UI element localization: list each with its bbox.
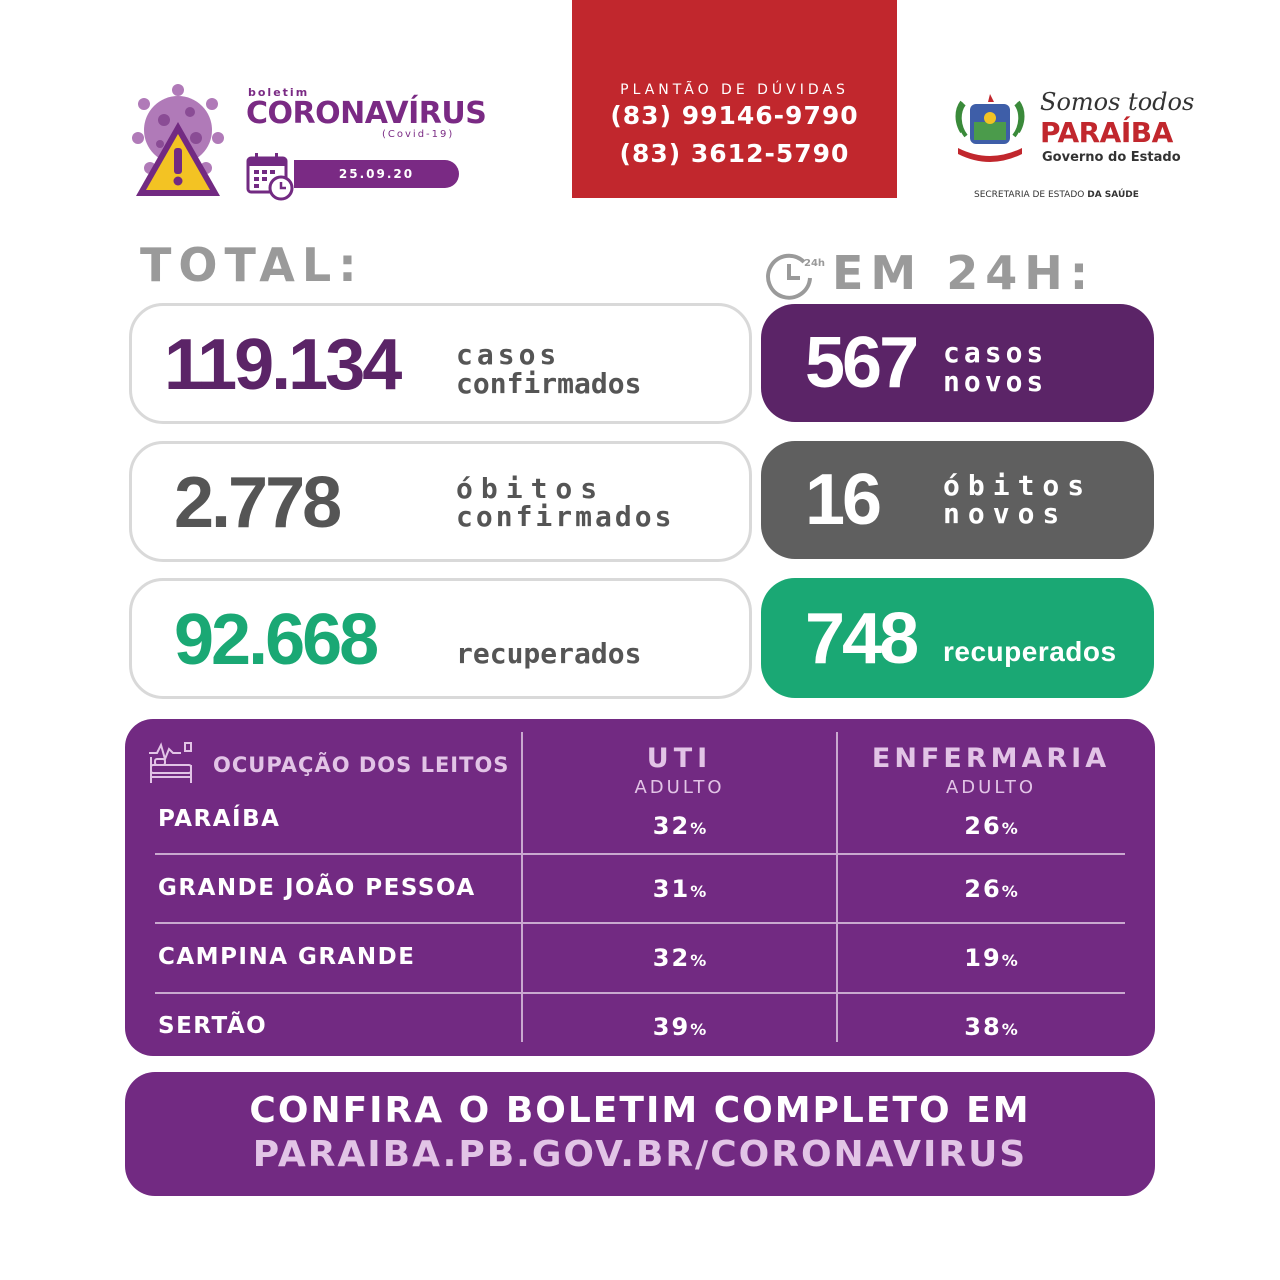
svg-text:24h: 24h xyxy=(804,258,826,269)
row-enf-grande-joao-pessoa: 26% xyxy=(964,875,1018,903)
total-recovered-card xyxy=(129,578,752,699)
row-region-paraiba: PARAÍBA xyxy=(158,806,281,832)
last24h-title: EM 24H: xyxy=(832,246,1096,300)
virus-warning-icon xyxy=(130,82,226,200)
footer-line-1: CONFIRA O BOLETIM COMPLETO EM xyxy=(249,1090,1031,1131)
calendar-clock-icon xyxy=(246,152,294,200)
row-uti-sertao: 39% xyxy=(652,1013,707,1041)
row-uti-paraiba: 32% xyxy=(652,812,707,840)
total-cases-card xyxy=(129,303,752,424)
new-cases-card xyxy=(761,304,1154,422)
total-deaths-card xyxy=(129,441,752,562)
new-deaths-label-1: óbitos xyxy=(943,469,1093,502)
new-recovered-card xyxy=(761,578,1154,698)
secretaria-bold: DA SAÚDE xyxy=(1087,190,1139,200)
new-deaths-value: 16 xyxy=(805,460,880,540)
row-enf-sertao: 38% xyxy=(964,1013,1018,1041)
phone-number-2: (83) 3612-5790 xyxy=(619,139,850,168)
beds-title: OCUPAÇÃO DOS LEITOS xyxy=(213,753,510,777)
plantao-box xyxy=(572,0,897,198)
total-deaths-label-2: confirmados xyxy=(456,500,675,533)
row-region-campina-grande: CAMPINA GRANDE xyxy=(158,944,416,970)
boletim-title: CORONAVÍRUS xyxy=(246,96,487,131)
hospital-bed-icon xyxy=(147,741,195,785)
paraiba-crest-icon xyxy=(952,92,1028,164)
row-divider-3 xyxy=(155,992,1125,994)
gov-subtitle: Governo do Estado xyxy=(1042,150,1181,165)
col-uti-header: UTI xyxy=(646,743,713,774)
row-region-sertao: SERTÃO xyxy=(158,1013,268,1039)
new-cases-label-2: novos xyxy=(943,365,1048,398)
total-cases-value: 119.134 xyxy=(164,325,400,405)
new-deaths-label-2: novos xyxy=(943,497,1068,530)
col-enf-sub: ADULTO xyxy=(945,777,1037,798)
row-enf-paraiba: 26% xyxy=(964,812,1018,840)
row-divider-1 xyxy=(155,853,1125,855)
col-enf-header: ENFERMARIA xyxy=(871,743,1111,774)
row-uti-campina-grande: 32% xyxy=(652,944,707,972)
total-recovered-value: 92.668 xyxy=(174,600,377,680)
new-recovered-value: 748 xyxy=(805,599,917,679)
date-badge: 25.09.20 xyxy=(294,160,459,188)
total-deaths-label-1: óbitos xyxy=(456,472,606,505)
col-uti-sub: ADULTO xyxy=(634,777,725,798)
row-region-grande-joao-pessoa: GRANDE JOÃO PESSOA xyxy=(158,875,476,901)
new-cases-label-1: casos xyxy=(943,336,1048,369)
row-uti-grande-joao-pessoa: 31% xyxy=(652,875,707,903)
secretaria-prefix: SECRETARIA DE ESTADO xyxy=(974,190,1085,200)
new-cases-value: 567 xyxy=(805,323,917,403)
total-cases-label-2: confirmados xyxy=(456,367,642,400)
new-recovered-label: recuperados xyxy=(943,636,1117,667)
row-enf-campina-grande: 19% xyxy=(964,944,1018,972)
total-deaths-value: 2.778 xyxy=(174,463,340,543)
boletim-subtitle: (Covid-19) xyxy=(382,129,455,140)
beds-occupancy-panel xyxy=(125,719,1155,1056)
plantao-label: PLANTÃO DE DÚVIDAS xyxy=(620,82,849,98)
new-deaths-card xyxy=(761,441,1154,559)
boletim-small-label: boletim xyxy=(248,86,310,99)
total-title: TOTAL: xyxy=(140,238,364,292)
phone-number-1: (83) 99146-9790 xyxy=(610,101,859,130)
total-cases-label-1: casos xyxy=(456,338,561,371)
total-recovered-label: recuperados xyxy=(456,637,642,670)
footer-banner xyxy=(125,1072,1155,1196)
gov-slogan: Somos todos xyxy=(1040,88,1195,116)
row-divider-2 xyxy=(155,922,1125,924)
gov-name: PARAÍBA xyxy=(1040,116,1173,149)
footer-url-link[interactable]: PARAIBA.PB.GOV.BR/CORONAVIRUS xyxy=(252,1134,1028,1175)
secretaria-label xyxy=(974,190,1139,200)
clock-24h-icon xyxy=(764,248,826,298)
